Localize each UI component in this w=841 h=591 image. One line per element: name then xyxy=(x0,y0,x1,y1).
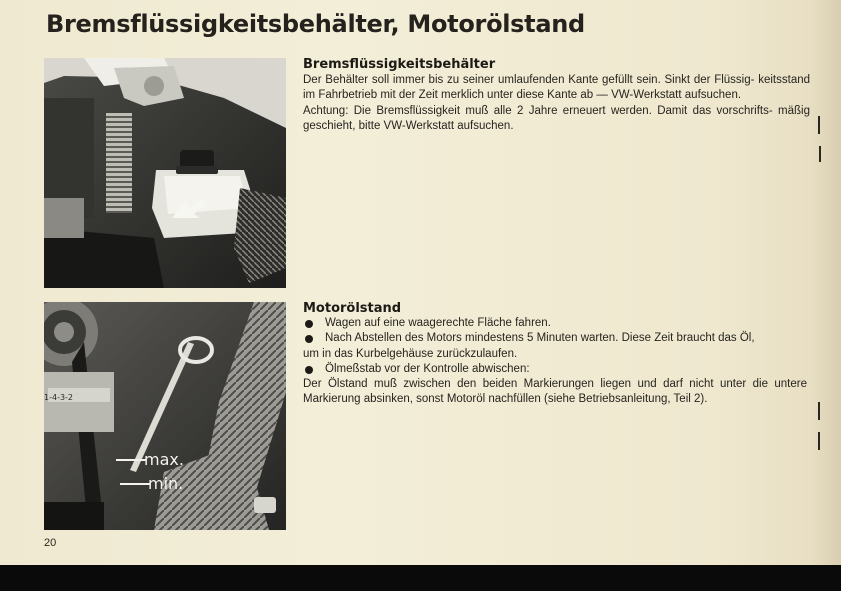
margin-mark xyxy=(818,432,820,450)
page-number: 20 xyxy=(44,537,57,549)
brake-reservoir-photo xyxy=(44,58,286,288)
page-fold-shadow xyxy=(811,0,841,565)
list-item xyxy=(303,316,807,331)
margin-mark xyxy=(819,146,821,162)
bullet-icon xyxy=(305,366,313,374)
list-item xyxy=(303,331,807,362)
list-item xyxy=(303,362,807,377)
scan-bottom-edge xyxy=(0,565,841,591)
oil-level-paragraph xyxy=(303,377,807,408)
max-mark-label: max. xyxy=(144,450,184,469)
text-line: Der Ölstand muß zwischen den beiden Markierungen liegen und darf nicht unter die xyxy=(303,378,768,390)
brake-section-heading: Bremsflüssigkeitsbehälter xyxy=(303,57,496,72)
brake-section-text xyxy=(303,73,810,135)
step-text: Nach Abstellen des Motors mindestens 5 Minuten warten. Diese Zeit braucht das Öl, xyxy=(325,332,755,345)
page-title: Bremsflüssigkeitsbehälter, Motorölstand xyxy=(46,10,585,38)
margin-mark xyxy=(818,402,820,420)
step-text-continued: um in das Kurbelgehäuse zurückzulaufen. xyxy=(303,347,518,360)
margin-mark xyxy=(818,116,820,134)
bullet-icon xyxy=(305,320,313,328)
text-line: mäßig geschieht, bitte VW-Werkstatt aufsuchen. xyxy=(303,104,810,133)
text-line: Der Behälter soll immer bis zu seiner umlaufenden Kante gefüllt sein. Sinkt der Flüssig- xyxy=(303,74,755,86)
step-text: Wagen auf eine waagerechte Fläche fahren. xyxy=(325,317,551,329)
min-mark-label: min. xyxy=(148,474,184,493)
step-text: Ölmeßstab vor der Kontrolle abwischen: xyxy=(325,363,530,376)
oil-dipstick-photo xyxy=(44,302,286,530)
oil-steps-list xyxy=(303,316,807,378)
text-line: Achtung: Die Bremsflüssigkeit muß alle 2 Jahre erneuert werden. Damit das vorschrifts- xyxy=(303,104,773,117)
text-line: keitsstand im Fahrbetrieb mit der Zeit merklich unter diese Kante ab — VW-Werkstatt xyxy=(303,74,811,102)
brake-para-1 xyxy=(303,73,810,104)
bullet-icon xyxy=(305,335,313,343)
text-line: aufsuchen. xyxy=(684,89,742,102)
engine-code-label: 1-4-3-2 xyxy=(44,393,74,402)
text-line: untere Markierung absinken, sonst Motoröl nachfüllen (siehe Betriebsanleitung, Teil 2). xyxy=(303,378,807,406)
oil-section-heading: Motorölstand xyxy=(303,301,402,316)
brake-para-2 xyxy=(303,104,810,135)
